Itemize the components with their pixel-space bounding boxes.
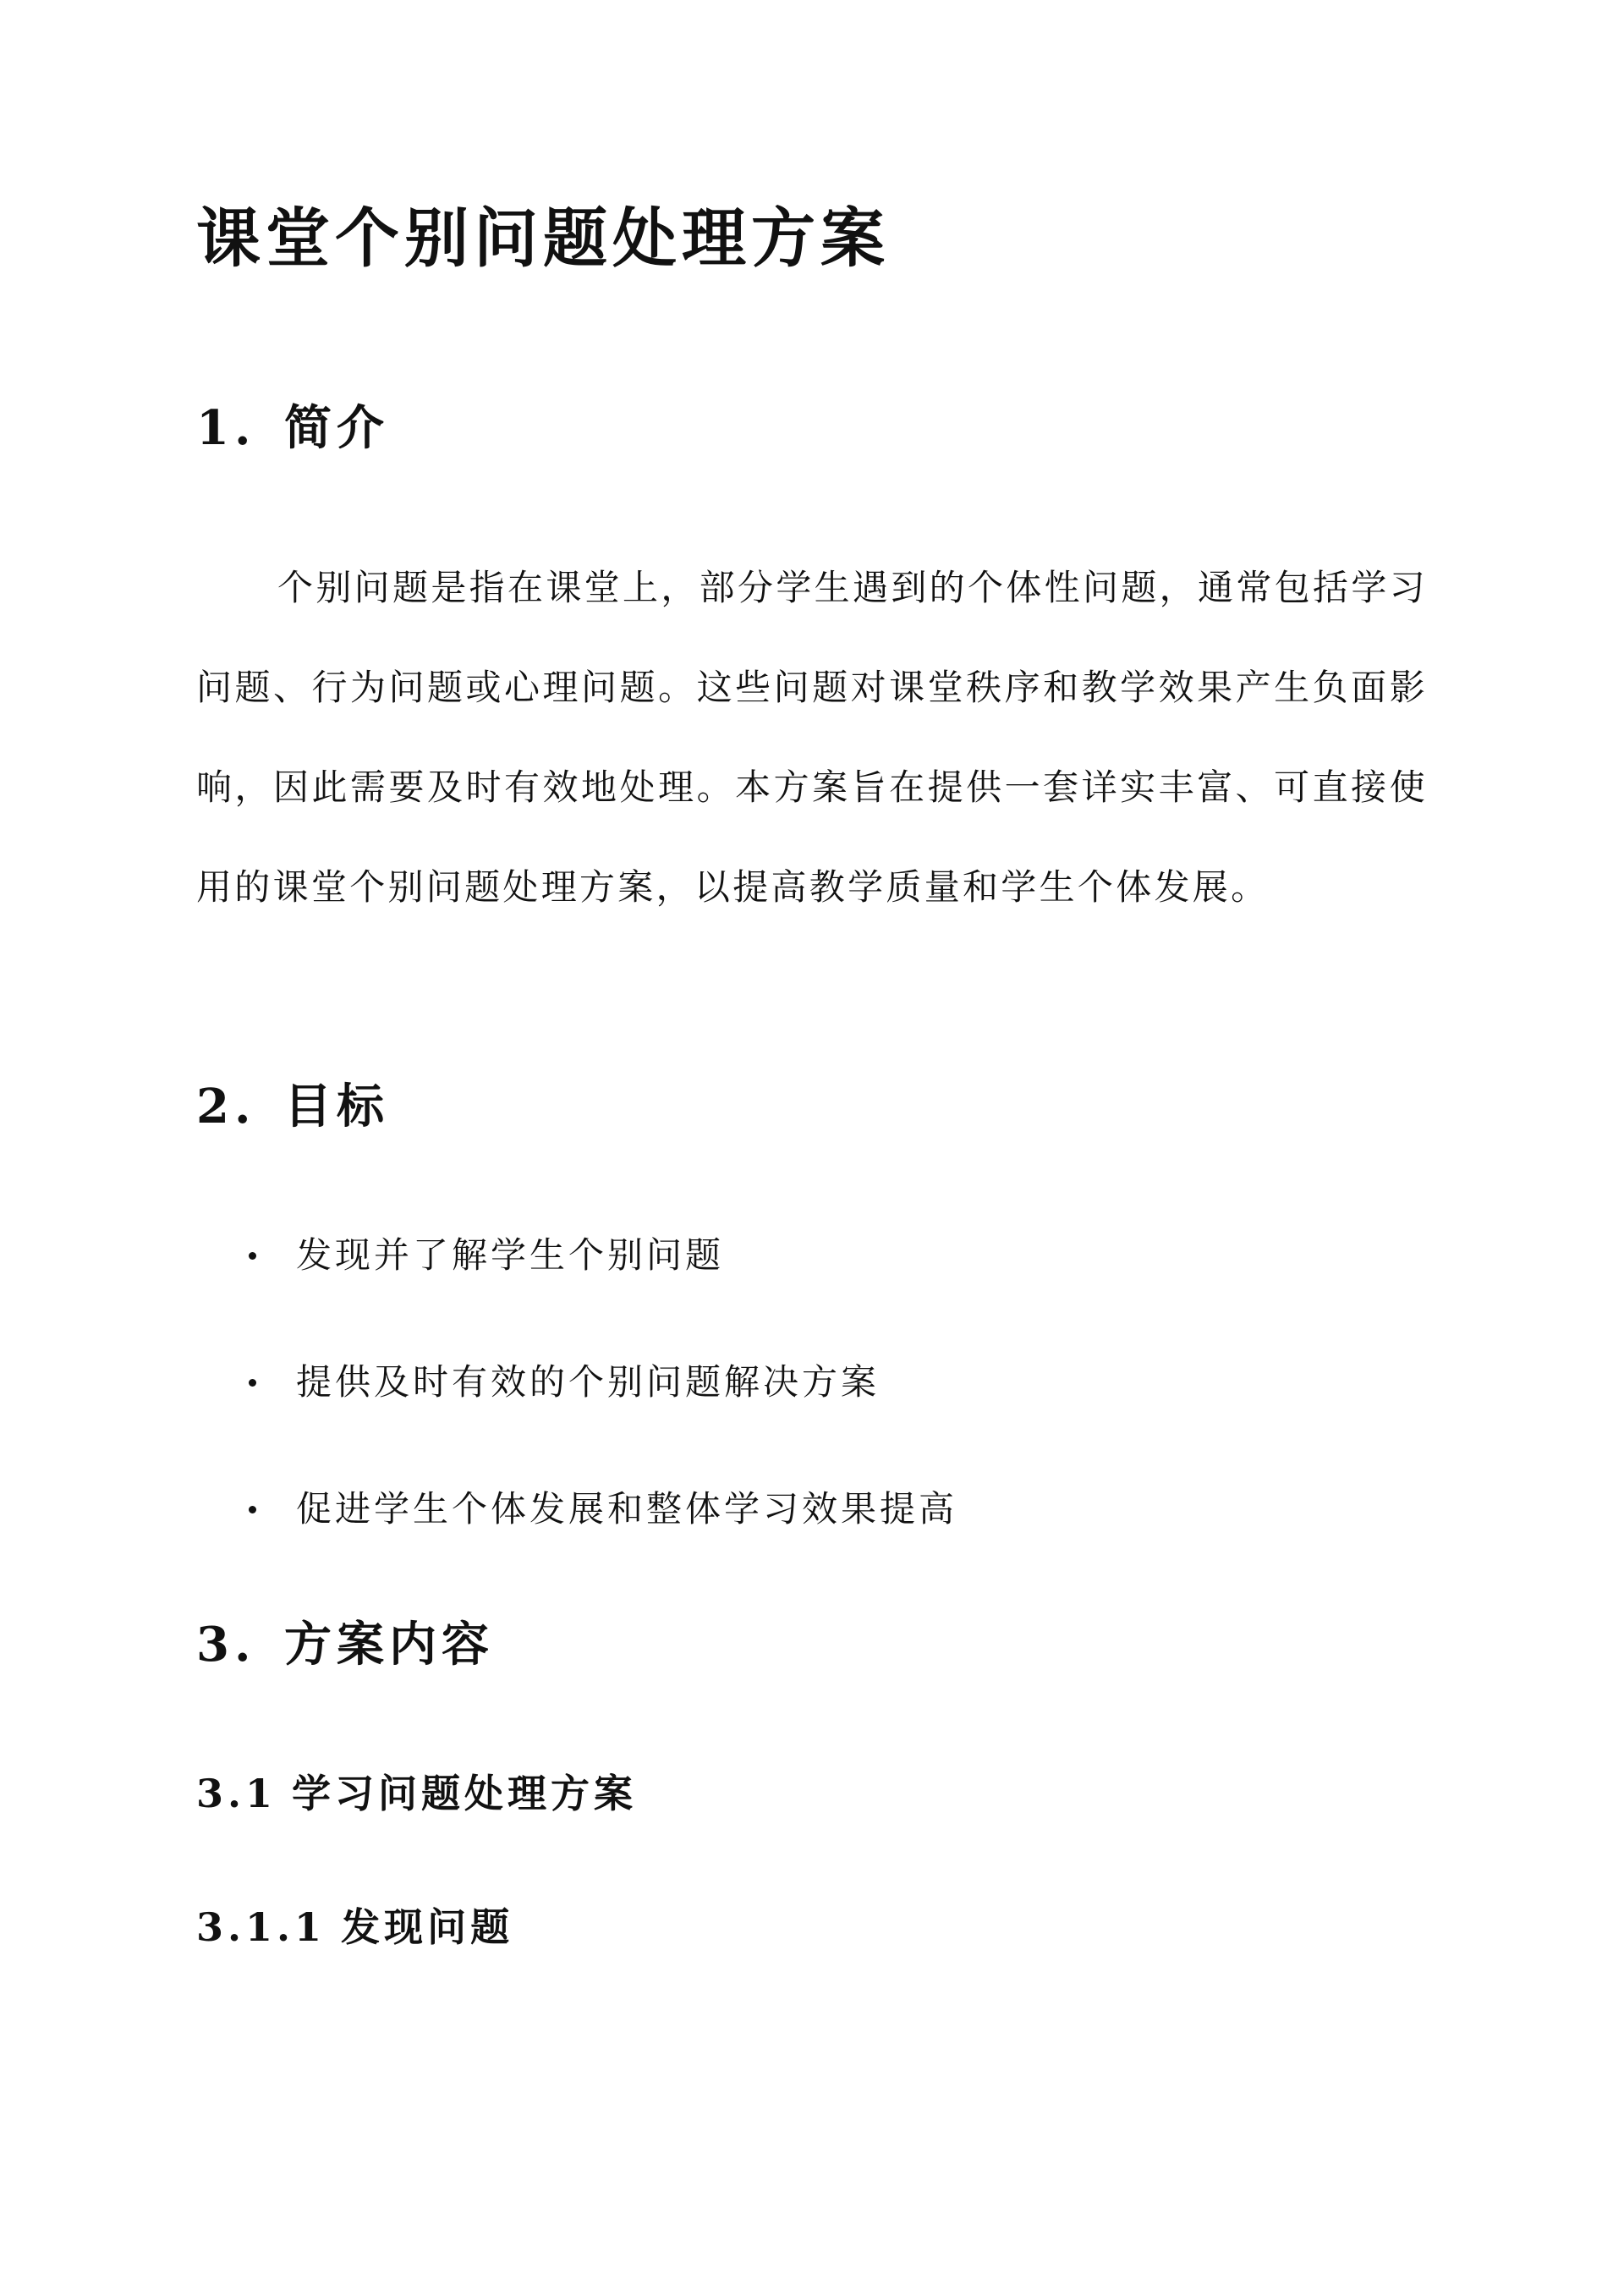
list-item: [196, 1342, 957, 1469]
section-heading-content: [196, 1611, 494, 1678]
subsection-heading-discover: [196, 1900, 513, 1954]
subsection-heading-learning: [196, 1766, 637, 1821]
bullet-icon: [249, 1379, 256, 1387]
section-heading-intro: [196, 394, 389, 462]
subsection-title: 学习问题处理方案: [292, 1771, 638, 1816]
list-item: [196, 1215, 957, 1342]
bullet-icon: [249, 1506, 256, 1513]
section-title: 目标: [284, 1079, 389, 1134]
section-title: 方案内容: [284, 1617, 494, 1673]
list-item-text: 促进学生个体发展和整体学习效果提高: [296, 1488, 958, 1530]
section-title: 简介: [284, 400, 389, 456]
section-heading-goals: [196, 1073, 389, 1140]
bullet-icon: [249, 1252, 256, 1260]
goals-list: [196, 1215, 957, 1596]
subsection-number: 3.1: [196, 1771, 277, 1816]
document-title: 课堂个别问题处理方案: [196, 200, 890, 276]
subsection-number: 3.1.1: [196, 1904, 326, 1950]
list-item-text: 发现并了解学生个别问题: [296, 1234, 725, 1276]
section-number: 3.: [196, 1617, 256, 1673]
list-item: [196, 1469, 957, 1596]
section-number: 1.: [196, 400, 256, 456]
list-item-text: 提供及时有效的个别问题解决方案: [296, 1361, 881, 1403]
subsection-title: 发现问题: [341, 1904, 514, 1950]
section-number: 2.: [196, 1079, 256, 1134]
intro-paragraph: 个别问题是指在课堂上，部分学生遇到的个体性问题，通常包括学习问题、行为问题或心理问题。这些问题对课堂秩序和教学效果产生负面影响，因此需要及时有效地处理。本方案旨在提供一套详实丰富、可直接使用的课堂个别问题处理方案，以提高教学质量和学生个体发展。: [196, 567, 1428, 908]
